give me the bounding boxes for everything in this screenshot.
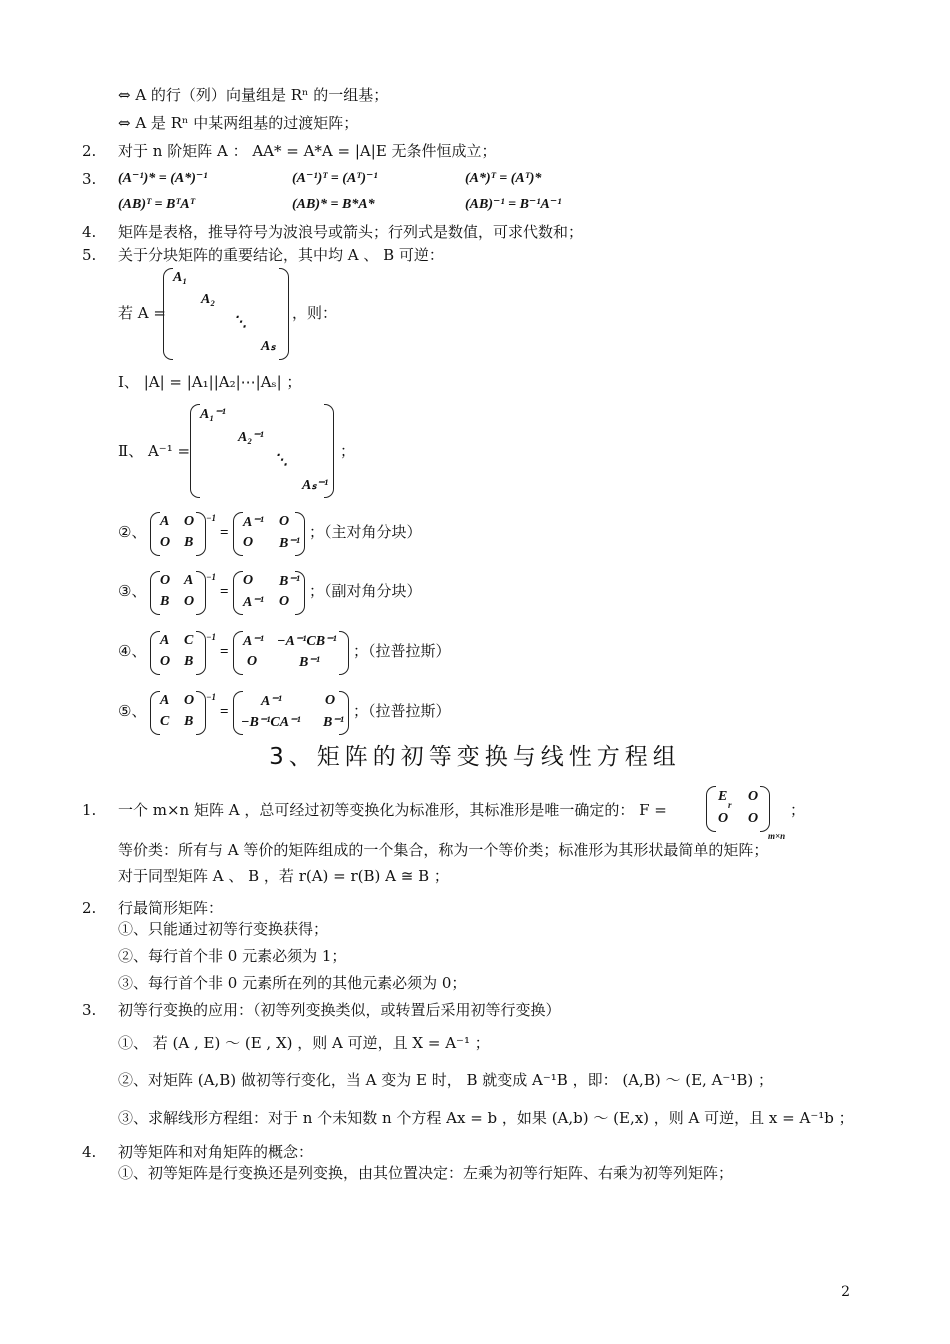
block-matrix-lhs [150,512,206,556]
s3-item-2-line-1: 行最简形矩阵： [118,899,224,917]
roman-1-formula: Ⅰ、 |A| = |A₁||A₂|⋯|Aₛ| ； [118,373,302,391]
case-note: ；（副对角分块） [309,582,422,600]
matrix-entry: O [325,693,336,708]
s3-item-4-line-1: 初等矩阵和对角矩阵的概念： [118,1143,314,1161]
block-matrix-lhs [150,691,206,735]
block-if-label: 若 A = [118,304,166,322]
item-number: 4. [82,1143,97,1161]
case-note: ；（拉普拉斯） [353,702,451,720]
section-heading: 3、矩阵的初等变换与线性方程组 [269,744,681,770]
matrix-entry: A [160,633,170,648]
matrix-entry: A⁻¹ [261,694,282,709]
inverse-superscript: −1 [206,513,216,523]
item-number: 3. [82,170,97,188]
matrix-entry: O [160,573,171,588]
s3-item-2-line-2: ①、只能通过初等行变换获得； [118,920,329,938]
case-label: ②、 [118,523,147,541]
matrix-entry: C [184,633,194,648]
item-number: 2. [82,899,97,917]
inverse-superscript: −1 [206,572,216,582]
matrix-entry: O [748,811,759,826]
item-number: 2. [82,142,97,160]
s3-item-1-line-3: 对于同型矩阵 A 、 B ，若 r(A) = r(B) A ≅ B ； [118,867,449,885]
matrix-entry: A₂ [201,292,216,307]
matrix-entry: A⁻¹ [243,634,264,649]
block-matrix-lhs [150,631,206,675]
matrix-entry: O [243,535,254,550]
item-number: 1. [82,801,97,819]
matrix-entry: −A⁻¹CB⁻¹ [277,634,337,649]
s3-item-3-line-1: 初等行变换的应用：（初等列变换类似，或转置后采用初等行变换） [118,1001,561,1019]
matrix-entry: O [160,654,171,669]
block-matrix-rhs [233,691,349,735]
matrix-entry: O [184,693,195,708]
item-4-text: 矩阵是表格，推导符号为波浪号或箭头；行列式是数值，可求代数和； [118,223,584,241]
block-diagonal-matrix [163,268,289,360]
block-matrix-lhs [150,571,206,615]
matrix-entry: O [279,594,290,609]
matrix-subscript: r [728,800,732,810]
block-then-label: ，则： [292,304,338,322]
matrix-entry: O [718,811,729,826]
equivalence-line-2: ⇔ A 是 Rⁿ 中某两组基的过渡矩阵； [118,114,359,132]
equals-sign: = [220,584,229,600]
formula: (A*)ᵀ = (Aᵀ)* [465,171,542,186]
matrix-entry: A₂⁻¹ [238,430,264,445]
page-number: 2 [841,1284,850,1300]
equals-sign: = [220,525,229,541]
case-note: ；（主对角分块） [309,523,422,541]
s3-item-1-text: 一个 m×n 矩阵 A ，总可经过初等变换化为标准形，其标准形是唯一确定的： F = [118,801,667,819]
case-note: ；（拉普拉斯） [353,642,451,660]
matrix-entry: O [748,789,759,804]
matrix-entry: A⁻¹ [243,595,264,610]
s3-item-3-line-2: ①、 若 (A , E) ～ (E , X) ，则 A 可逆，且 X = A⁻¹ ； [118,1034,490,1052]
matrix-entry: A⁻¹ [243,515,264,530]
inverse-block-diagonal-matrix [190,404,334,498]
block-matrix-rhs [233,512,305,556]
item-number: 3. [82,1001,97,1019]
matrix-entry: ⋱ [233,315,247,330]
matrix-entry: B⁻¹ [279,574,300,589]
s3-item-4-line-2: ①、初等矩阵是行变换还是列变换，由其位置决定：左乘为初等行矩阵、右乘为初等列矩阵； [118,1164,734,1182]
item-5-text: 关于分块矩阵的重要结论，其中均 A 、 B 可逆： [118,246,444,264]
s3-item-3-line-3: ②、对矩阵 (A,B) 做初等行变化，当 A 变为 E 时， B 就变成 A⁻¹B ，即： (A,B) ～ (E, A⁻¹B) ； [118,1071,773,1089]
matrix-entry: A₁ [173,270,188,285]
semicolon: ； [340,442,356,460]
standard-form-matrix [706,786,770,832]
inverse-superscript: −1 [206,692,216,702]
s3-item-1-line-2: 等价类：所有与 A 等价的矩阵组成的一个集合，称为一个等价类；标准形为其形状最简单的矩阵； [118,841,769,859]
formula: (AB)⁻¹ = B⁻¹A⁻¹ [465,197,562,212]
matrix-entry: O [279,514,290,529]
matrix-entry: B [160,594,170,609]
matrix-size-subscript: m×n [768,831,786,841]
matrix-entry: A₁⁻¹ [200,407,226,422]
inverse-superscript: −1 [206,632,216,642]
matrix-entry: O [243,573,254,588]
item-number: 4. [82,223,97,241]
equals-sign: = [220,704,229,720]
matrix-entry: B⁻¹ [299,655,320,670]
block-matrix-rhs [233,631,349,675]
matrix-entry: Aₛ [261,339,276,354]
case-label: ③、 [118,582,147,600]
formula: (A⁻¹)ᵀ = (Aᵀ)⁻¹ [292,171,378,186]
formula: (A⁻¹)* = (A*)⁻¹ [118,171,208,186]
equals-sign: = [220,644,229,660]
matrix-entry: B⁻¹ [279,536,300,551]
s3-item-2-line-4: ③、每行首个非 0 元素所在列的其他元素必须为 0； [118,974,467,992]
formula: (AB)* = B*A* [292,197,375,212]
matrix-entry: Aₛ⁻¹ [302,478,329,493]
matrix-entry: −B⁻¹CA⁻¹ [241,715,301,730]
case-label: ④、 [118,642,147,660]
matrix-entry: B [184,654,194,669]
matrix-entry: A [160,693,170,708]
matrix-entry: B [184,714,194,729]
s3-item-2-line-3: ②、每行首个非 0 元素必须为 1； [118,947,347,965]
matrix-entry: ⋱ [274,453,288,468]
matrix-entry: B⁻¹ [323,715,344,730]
matrix-entry: O [160,535,171,550]
case-label: ⑤、 [118,702,147,720]
matrix-entry: O [184,514,195,529]
roman-2-label: Ⅱ、 A⁻¹ = [118,442,191,460]
equivalence-line-1: ⇔ A 的行（列）向量组是 Rⁿ 的一组基； [118,86,389,104]
matrix-entry: E [718,789,728,804]
formula: (AB)ᵀ = BᵀAᵀ [118,197,195,212]
matrix-entry: A [184,573,194,588]
matrix-entry: A [160,514,170,529]
semicolon: ； [790,801,806,819]
block-matrix-rhs [233,571,305,615]
s3-item-3-line-4: ③、求解线形方程组：对于 n 个未知数 n 个方程 Ax = b ，如果 (A,b) ～ (E,x) ，则 A 可逆，且 x = A⁻¹b ； [118,1109,854,1127]
item-number: 5. [82,246,97,264]
matrix-entry: C [160,714,170,729]
matrix-entry: O [247,654,258,669]
matrix-entry: B [184,535,194,550]
matrix-entry: O [184,594,195,609]
item-2-text: 对于 n 阶矩阵 A ： AA* = A*A = |A|E 无条件恒成立； [118,142,497,160]
